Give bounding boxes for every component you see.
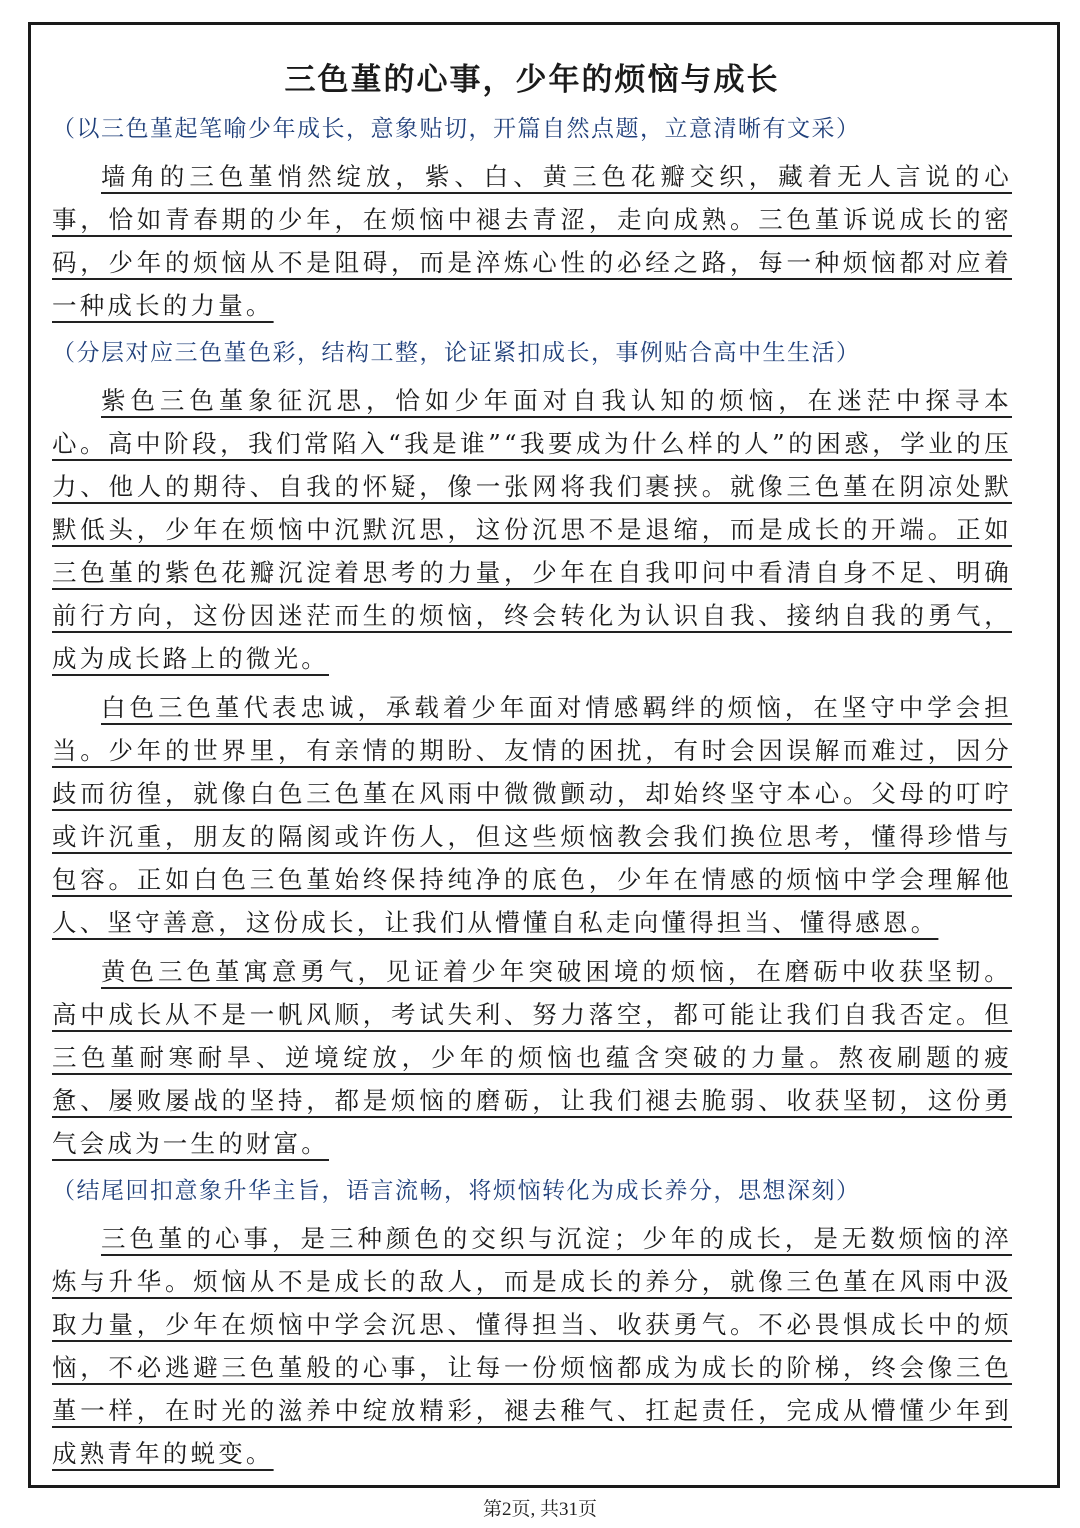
comment-note-3: （结尾回扣意象升华主旨，语言流畅，将烦恼转化为成长养分，思想深刻）: [52, 1178, 861, 1204]
paragraph-intro: 墙角的三色堇悄然绽放，紫、白、黄三色花瓣交织，藏着无人言说的心事，恰如青春期的少年，在烦恼中褪去青涩，走向成熟。三色堇诉说成长的密码，少年的烦恼从不是阻碍，而是淬炼心性的必经之路，每一种烦恼都对应着一种成长的力量。: [52, 162, 1012, 320]
essay-page: [52, 40, 1012, 1481]
paragraph-conclusion: 三色堇的心事，是三种颜色的交织与沉淀；少年的成长，是无数烦恼的淬炼与升华。烦恼从不是成长的敌人，而是成长的养分，就像三色堇在风雨中汲取力量，少年在烦恼中学会沉思、懂得担当、收获勇气。不必畏惧成长中的烦恼，不必逃避三色堇般的心事，让每一份烦恼都成为成长的阶梯，终会像三色堇一样，在时光的滋养中绽放精彩，褪去稚气、扛起责任，完成从懵懂少年到成熟青年的蜕变。: [52, 1224, 1012, 1468]
paragraph-white: 白色三色堇代表忠诚，承载着少年面对情感羁绊的烦恼，在坚守中学会担当。少年的世界里，有亲情的期盼、友情的困扰，有时会因误解而难过，因分歧而彷徨，就像白色三色堇在风雨中微微颤动，却始终坚守本心。父母的叮咛或许沉重，朋友的隔阂或许伤人，但这些烦恼教会我们换位思考，懂得珍惜与包容。正如白色三色堇始终保持纯净的底色，少年在情感的烦恼中学会理解他人、坚守善意，这份成长，让我们从懵懂自私走向懂得担当、懂得感恩。: [52, 693, 1012, 937]
paragraph-yellow: 黄色三色堇寓意勇气，见证着少年突破困境的烦恼，在磨砺中收获坚韧。高中成长从不是一帆风顺，考试失利、努力落空，都可能让我们自我否定。但三色堇耐寒耐旱、逆境绽放，少年的烦恼也蕴含突破的力量。熬夜刷题的疲惫、屡败屡战的坚持，都是烦恼的磨砺，让我们褪去脆弱、收获坚韧，这份勇气会成为一生的财富。: [52, 957, 1012, 1158]
paragraph-purple: 紫色三色堇象征沉思，恰如少年面对自我认知的烦恼，在迷茫中探寻本心。高中阶段，我们常陷入“我是谁”“我要成为什么样的人”的困惑，学业的压力、他人的期待、自我的怀疑，像一张网将我们裹挟。就像三色堇在阴凉处默默低头，少年在烦恼中沉默沉思，这份沉思不是退缩，而是成长的开端。正如三色堇的紫色花瓣沉淀着思考的力量，少年在自我叩问中看清自身不足、明确前行方向，这份因迷茫而生的烦恼，终会转化为认识自我、接纳自我的勇气，成为成长路上的微光。: [52, 386, 1012, 673]
comment-note-1: （以三色堇起笔喻少年成长，意象贴切，开篇自然点题，立意清晰有文采）: [52, 116, 861, 142]
page-number: 第2页, 共31页: [482, 1499, 597, 1520]
essay-title: 三色堇的心事，少年的烦恼与成长: [284, 62, 780, 98]
comment-note-2: （分层对应三色堇色彩，结构工整，论证紧扣成长，事例贴合高中生生活）: [52, 340, 861, 366]
